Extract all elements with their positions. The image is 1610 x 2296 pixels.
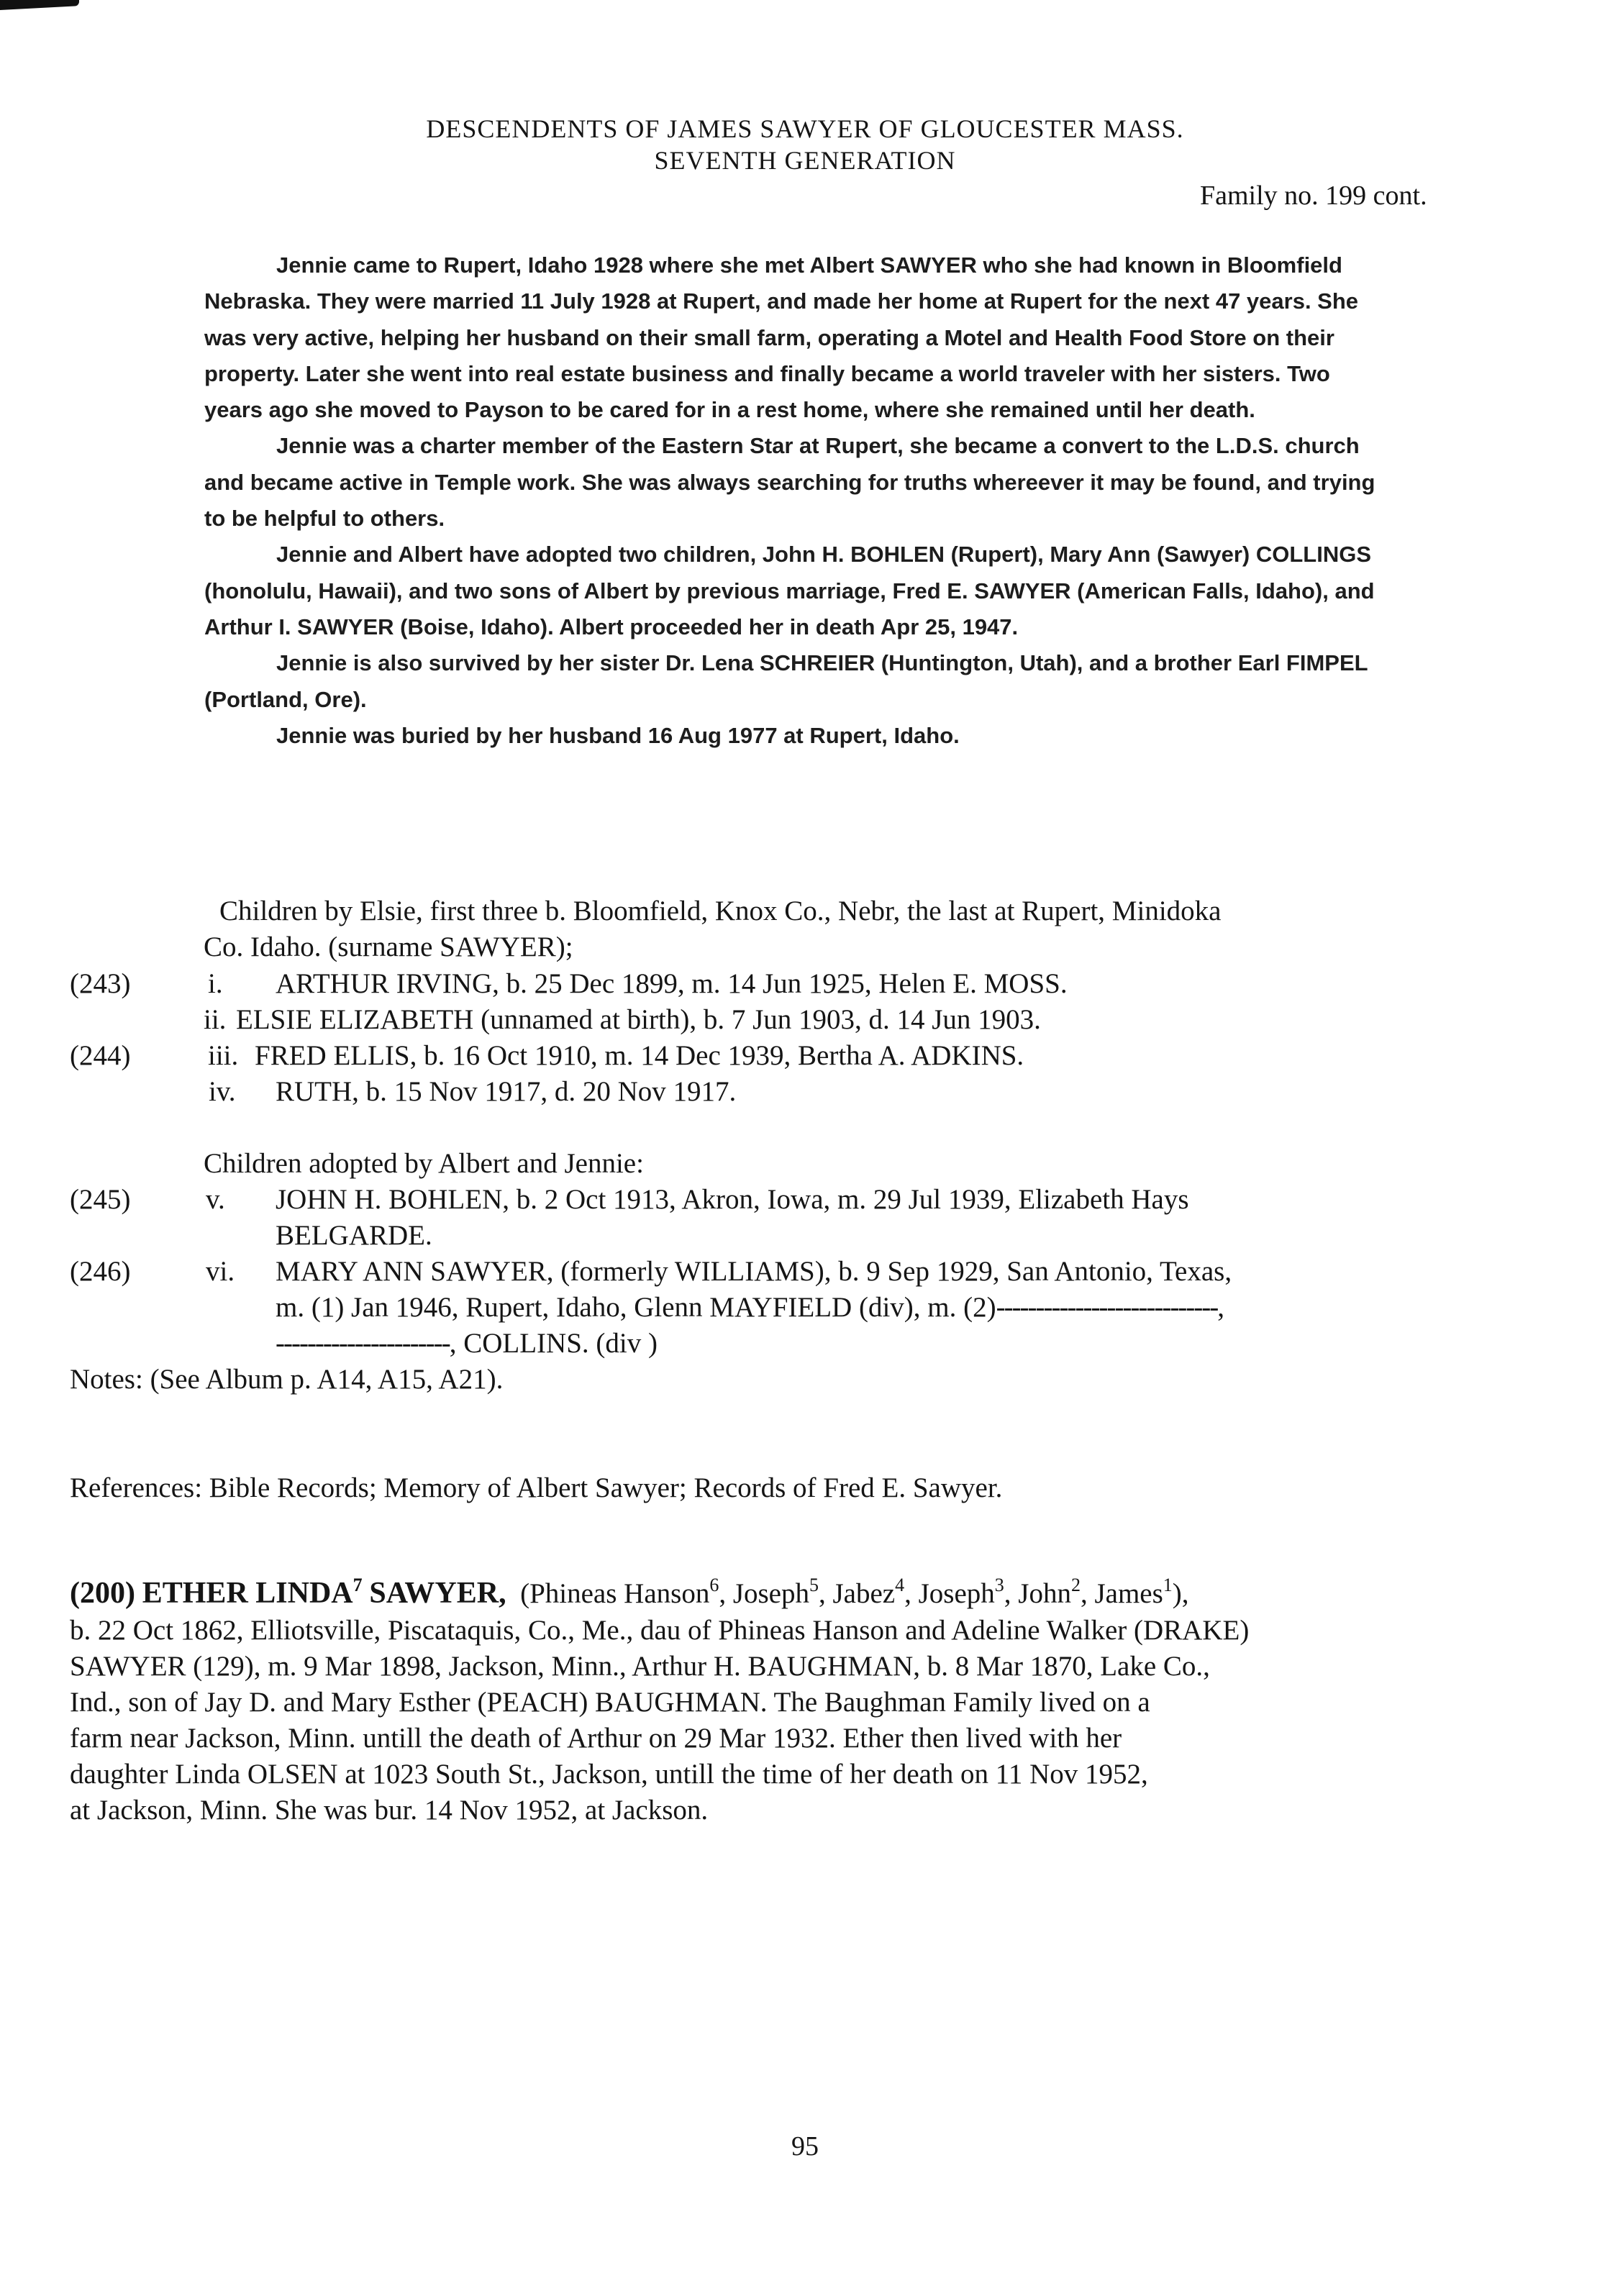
- child-entry: JOHN H. BOHLEN, b. 2 Oct 1913, Akron, Iowa, m. 29 Jul 1939, Elizabeth Hays: [276, 1184, 1189, 1215]
- lineage-generation: 5: [809, 1575, 819, 1595]
- lineage-separator: ,: [819, 1578, 833, 1609]
- narrative-paragraph: Jennie is also survived by her sister Dr. Lena SCHREIER (Huntington, Utah), and a brother Earl FIMPEL (Portland, Ore).: [204, 650, 1368, 712]
- child-entry: MARY ANN SAWYER, (formerly WILLIAMS), b. 9 Sep 1929, San Antonio, Texas,: [276, 1256, 1232, 1287]
- notes: Notes: (See Album p. A14, A15, A21).: [70, 1364, 504, 1395]
- narrative: [204, 247, 1384, 754]
- child-number: (245): [70, 1184, 131, 1215]
- lineage-separator: ,: [1004, 1578, 1019, 1609]
- child-entry-text: m. (1) Jan 1946, Rupert, Idaho, Glenn MAYFIELD (div), m. (2): [276, 1292, 996, 1323]
- child-entry-continued: BELGARDE.: [276, 1220, 432, 1251]
- lineage-ancestor: James: [1094, 1578, 1163, 1609]
- generation-superscript: 7: [353, 1575, 363, 1595]
- children-intro-line2: Co. Idaho. (surname SAWYER);: [204, 931, 573, 962]
- child-entry-text: , COLLINS. (div ): [449, 1328, 658, 1359]
- child-roman: ii.: [204, 1004, 227, 1035]
- child-number: (243): [70, 968, 131, 999]
- child-roman: vi.: [206, 1256, 235, 1287]
- entry-text-line: Ind., son of Jay D. and Mary Esther (PEACH) BAUGHMAN. The Baughman Family lived on a: [70, 1687, 1150, 1718]
- entry-text-line: farm near Jackson, Minn. untill the death of Arthur on 29 Mar 1932. Ether then lived with her: [70, 1723, 1122, 1754]
- entry-text-line: SAWYER (129), m. 9 Mar 1898, Jackson, Minn., Arthur H. BAUGHMAN, b. 8 Mar 1870, Lake Co.,: [70, 1651, 1210, 1682]
- child-roman: iii.: [208, 1040, 239, 1071]
- lineage-generation: 4: [895, 1575, 905, 1595]
- scan-artifact: [0, 0, 79, 10]
- child-entry: RUTH, b. 15 Nov 1917, d. 20 Nov 1917.: [276, 1076, 737, 1107]
- entry-text-line: b. 22 Oct 1862, Elliotsville, Piscataquis, Co., Me., dau of Phineas Hanson and Adeline Walker (DRAKE): [70, 1615, 1250, 1646]
- lineage-separator: ,: [904, 1578, 919, 1609]
- lineage-separator: ,: [1080, 1578, 1095, 1609]
- lineage-generation: 6: [709, 1575, 719, 1595]
- lineage-generation: 2: [1070, 1575, 1081, 1595]
- lineage-open: (Phineas Hanson: [520, 1578, 710, 1609]
- child-roman: v.: [206, 1184, 225, 1215]
- child-entry: ARTHUR IRVING, b. 25 Dec 1899, m. 14 Jun 1925, Helen E. MOSS.: [276, 968, 1068, 999]
- generation-title: SEVENTH GENERATION: [654, 146, 956, 175]
- family-number: Family no. 199 cont.: [1200, 181, 1427, 211]
- lineage-close: ),: [1172, 1578, 1189, 1609]
- lineage-ancestor: Joseph: [732, 1578, 809, 1609]
- lineage-ancestor: John: [1018, 1578, 1071, 1609]
- blank-line: ----------------------------,: [996, 1292, 1223, 1323]
- lineage-generation: 3: [994, 1575, 1004, 1595]
- narrative-paragraph: Jennie was buried by her husband 16 Aug 1977 at Rupert, Idaho.: [276, 722, 960, 748]
- narrative-paragraph: Jennie came to Rupert, Idaho 1928 where she met Albert SAWYER who she had known in Bloomfield Nebraska. They were married 11 July 1928 at Rupert, and made her home at Rupert for the next 47 years. She was very active, helping her husband on their small farm, operating a Motel and Health Food Store on their property. Later she went into real estate business and finally became a world traveler with her sisters. Two years ago she moved to Payson to be cared for in a rest home, where she remained until her death.: [204, 252, 1359, 423]
- entry-number: (200): [70, 1577, 135, 1610]
- entry-text-line: at Jackson, Minn. She was bur. 14 Nov 1952, at Jackson.: [70, 1795, 709, 1826]
- entry-surname: SAWYER,: [369, 1577, 506, 1610]
- child-entry-continued: [276, 1326, 658, 1362]
- page-title: DESCENDENTS OF JAMES SAWYER OF GLOUCESTER MASS.: [426, 114, 1184, 143]
- references: References: Bible Records; Memory of Albert Sawyer; Records of Fred E. Sawyer.: [70, 1472, 1003, 1503]
- adopted-intro: Children adopted by Albert and Jennie:: [204, 1148, 644, 1179]
- blank-line: ----------------------: [276, 1328, 450, 1359]
- lineage-generation: 1: [1163, 1575, 1173, 1595]
- narrative-paragraph: Jennie and Albert have adopted two children, John H. BOHLEN (Rupert), Mary Ann (Sawyer) COLLINGS (honolulu, Hawaii), and two sons of Albert by previous marriage, Fred E. SAWYER (American Falls, Idaho), and Arthur I. SAWYER (Boise, Idaho). Albert proceeded her in death Apr 25, 1947.: [204, 542, 1375, 639]
- children-intro-line1: Children by Elsie, first three b. Bloomfield, Knox Co., Nebr, the last at Rupert, Minidoka: [219, 896, 1222, 926]
- lineage-ancestor: Jabez: [832, 1578, 896, 1609]
- child-number: (246): [70, 1256, 131, 1287]
- narrative-paragraph: Jennie was a charter member of the Eastern Star at Rupert, she became a convert to the L.D.S. church and became active in Temple work. She was always searching for truths whereever it may be found, and trying to be helpful to others.: [204, 433, 1375, 532]
- entry-heading: [70, 1575, 1189, 1615]
- child-roman: iv.: [209, 1076, 236, 1107]
- page-number: 95: [791, 2131, 819, 2161]
- child-entry: FRED ELLIS, b. 16 Oct 1910, m. 14 Dec 1939, Bertha A. ADKINS.: [255, 1040, 1024, 1071]
- child-entry: ELSIE ELIZABETH (unnamed at birth), b. 7 Jun 1903, d. 14 Jun 1903.: [236, 1004, 1041, 1035]
- lineage-ancestor: Joseph: [918, 1578, 995, 1609]
- child-number: (244): [70, 1040, 131, 1071]
- lineage-separator: ,: [719, 1578, 733, 1609]
- child-entry-continued: [276, 1290, 1223, 1326]
- entry-name: ETHER LINDA: [142, 1577, 353, 1610]
- entry-text-line: daughter Linda OLSEN at 1023 South St., Jackson, untill the time of her death on 11 Nov 1952,: [70, 1759, 1148, 1790]
- child-roman: i.: [208, 968, 223, 999]
